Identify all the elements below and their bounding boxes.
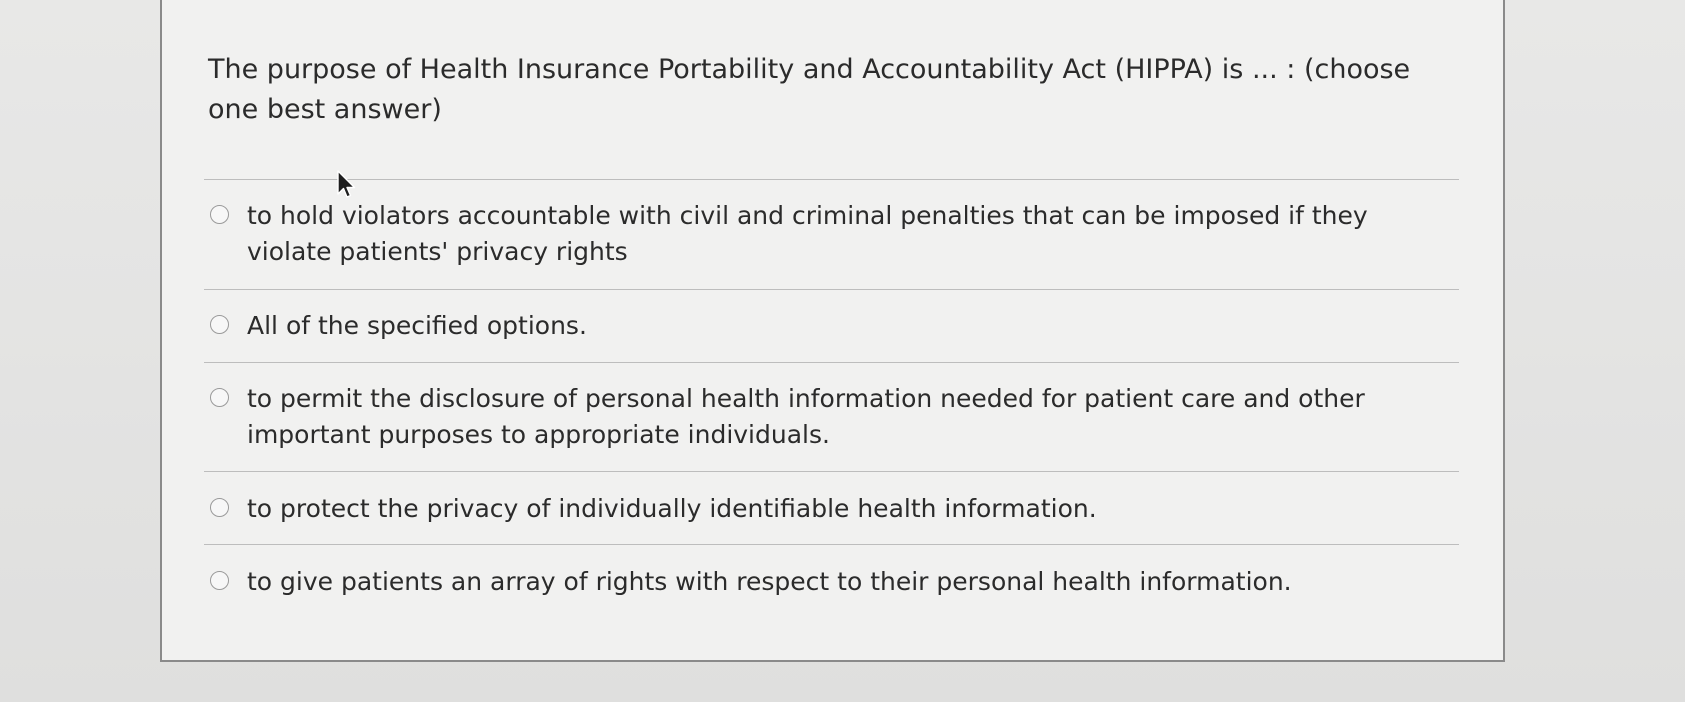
answer-option-label: to give patients an array of rights with respect to their personal health information.	[247, 567, 1292, 596]
question-text: The purpose of Health Insurance Portability and Accountability Act (HIPPA) is ... : (choose one best answer)	[208, 54, 1411, 125]
radio-button[interactable]	[210, 498, 229, 517]
divider	[204, 289, 1459, 290]
radio-button[interactable]	[210, 388, 229, 407]
question-card	[160, 0, 1505, 662]
answer-option-label: to protect the privacy of individually identifiable health information.	[247, 494, 1097, 523]
radio-button[interactable]	[210, 571, 229, 590]
divider	[204, 362, 1459, 363]
divider	[204, 471, 1459, 472]
answer-option-2[interactable]	[210, 308, 1450, 344]
mouse-pointer-icon	[336, 170, 358, 200]
answer-option-3[interactable]	[210, 381, 1450, 453]
divider	[204, 179, 1459, 180]
radio-button[interactable]	[210, 315, 229, 334]
answer-option-label: All of the specified options.	[247, 311, 587, 340]
divider	[204, 544, 1459, 545]
radio-button[interactable]	[210, 205, 229, 224]
answer-option-4[interactable]	[210, 491, 1450, 527]
answer-option-5[interactable]	[210, 564, 1450, 600]
answer-option-1[interactable]	[210, 198, 1450, 270]
answer-option-label: to hold violators accountable with civil and criminal penalties that can be imposed if they violate patients' privacy rights	[247, 201, 1368, 266]
answer-option-label: to permit the disclosure of personal health information needed for patient care and other important purposes to appropriate individuals.	[247, 384, 1365, 449]
